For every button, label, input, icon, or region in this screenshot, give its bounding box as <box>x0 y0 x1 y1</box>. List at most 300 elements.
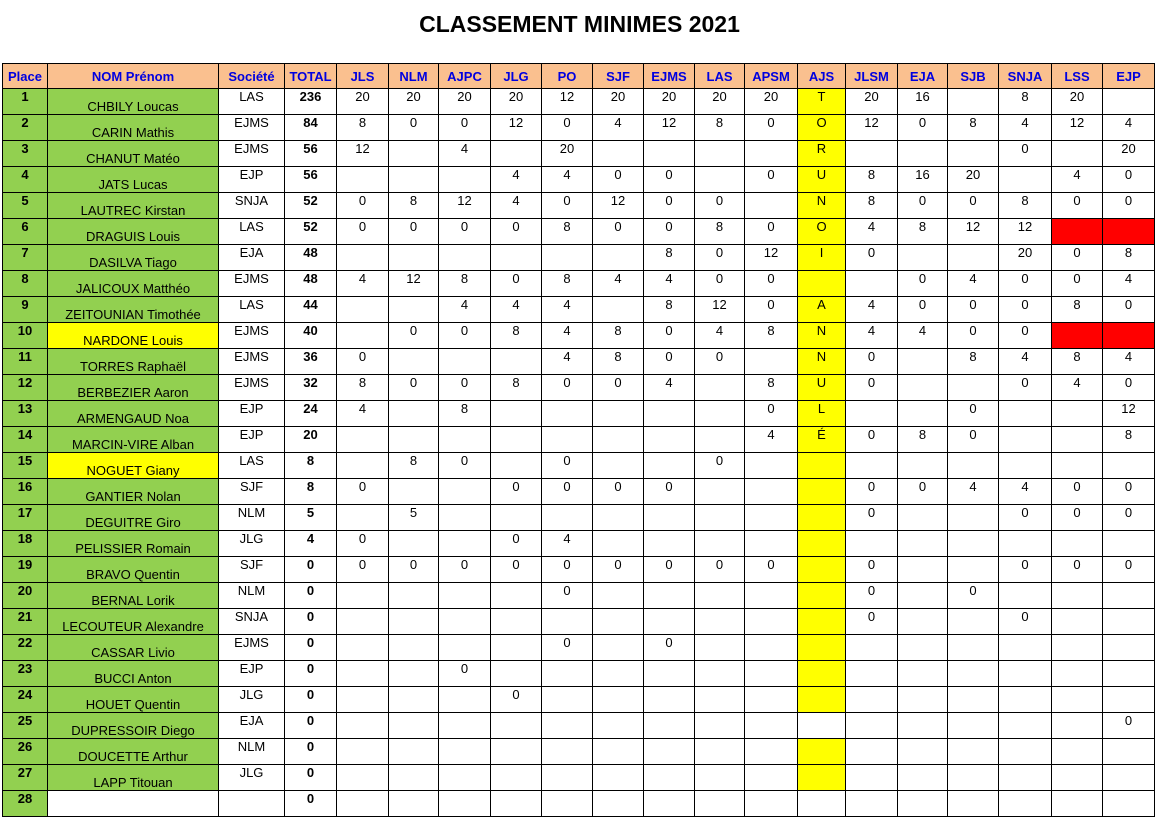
header-event: SJF <box>593 64 644 89</box>
score-cell <box>1103 531 1155 557</box>
score-cell <box>644 739 695 765</box>
total-cell: 0 <box>285 687 337 713</box>
score-cell: 0 <box>644 167 695 193</box>
score-cell <box>745 531 798 557</box>
score-cell: 0 <box>999 557 1052 583</box>
score-cell: 0 <box>542 453 593 479</box>
score-cell <box>337 583 389 609</box>
score-cell: 8 <box>491 375 542 401</box>
score-cell: 12 <box>846 115 898 141</box>
name-cell <box>48 791 219 817</box>
score-cell: 4 <box>439 141 491 167</box>
score-cell: 0 <box>439 661 491 687</box>
score-cell <box>898 583 948 609</box>
score-cell: 8 <box>542 219 593 245</box>
header-event: APSM <box>745 64 798 89</box>
score-cell: 12 <box>745 245 798 271</box>
score-cell <box>1052 791 1103 817</box>
score-cell: 12 <box>695 297 745 323</box>
name-cell: JALICOUX Matthéo <box>48 271 219 297</box>
score-cell: 0 <box>999 375 1052 401</box>
score-cell <box>1052 531 1103 557</box>
total-cell: 24 <box>285 401 337 427</box>
score-cell: 0 <box>948 427 999 453</box>
total-cell: 48 <box>285 271 337 297</box>
name-cell: GANTIER Nolan <box>48 479 219 505</box>
score-cell <box>898 245 948 271</box>
place-cell: 25 <box>3 713 48 739</box>
score-cell <box>593 245 644 271</box>
score-cell <box>542 739 593 765</box>
score-cell: 0 <box>389 219 439 245</box>
score-cell: 8 <box>1103 245 1155 271</box>
total-cell: 0 <box>285 765 337 791</box>
score-cell: 8 <box>695 219 745 245</box>
header-event: EJP <box>1103 64 1155 89</box>
score-cell <box>593 297 644 323</box>
score-cell <box>695 713 745 739</box>
name-cell: CHBILY Loucas <box>48 89 219 115</box>
score-cell <box>593 505 644 531</box>
score-cell <box>1052 609 1103 635</box>
score-cell: 4 <box>948 479 999 505</box>
score-cell: 0 <box>846 349 898 375</box>
standings-table <box>2 63 1155 817</box>
score-cell: 4 <box>1103 349 1155 375</box>
name-cell: DUPRESSOIR Diego <box>48 713 219 739</box>
score-cell <box>1103 791 1155 817</box>
score-cell <box>389 609 439 635</box>
score-cell <box>593 739 644 765</box>
name-cell: DOUCETTE Arthur <box>48 739 219 765</box>
score-cell: 0 <box>948 583 999 609</box>
score-cell <box>695 635 745 661</box>
club-cell: EJA <box>219 713 285 739</box>
header-event: SJB <box>948 64 999 89</box>
score-cell: 0 <box>948 297 999 323</box>
score-cell <box>593 609 644 635</box>
score-cell <box>389 427 439 453</box>
score-cell: 0 <box>542 635 593 661</box>
page-title: CLASSEMENT MINIMES 2021 <box>419 11 740 37</box>
score-cell: 0 <box>337 193 389 219</box>
score-cell <box>1052 401 1103 427</box>
total-cell: 20 <box>285 427 337 453</box>
score-cell <box>898 401 948 427</box>
score-cell: 8 <box>898 427 948 453</box>
score-cell <box>695 791 745 817</box>
score-cell: 0 <box>439 375 491 401</box>
score-cell: 0 <box>846 375 898 401</box>
score-cell: 0 <box>491 531 542 557</box>
score-cell: 12 <box>948 219 999 245</box>
name-cell: NOGUET Giany <box>48 453 219 479</box>
score-cell: 0 <box>745 401 798 427</box>
club-cell: EJMS <box>219 349 285 375</box>
score-cell: 0 <box>644 219 695 245</box>
score-cell <box>644 453 695 479</box>
score-cell <box>948 791 999 817</box>
score-cell: 0 <box>389 375 439 401</box>
score-cell: 0 <box>1052 505 1103 531</box>
score-cell: 20 <box>745 89 798 115</box>
score-cell <box>846 401 898 427</box>
score-cell <box>491 635 542 661</box>
score-cell <box>644 661 695 687</box>
score-cell <box>644 583 695 609</box>
header-event: EJA <box>898 64 948 89</box>
score-cell: 4 <box>999 479 1052 505</box>
score-cell <box>491 765 542 791</box>
score-cell <box>337 739 389 765</box>
total-cell: 0 <box>285 635 337 661</box>
score-cell: 0 <box>1103 375 1155 401</box>
score-cell: 20 <box>999 245 1052 271</box>
score-cell: 0 <box>542 557 593 583</box>
name-cell: DRAGUIS Louis <box>48 219 219 245</box>
score-cell <box>1103 739 1155 765</box>
table-row <box>3 427 1155 453</box>
score-cell: 4 <box>999 349 1052 375</box>
score-cell <box>695 505 745 531</box>
score-cell: 8 <box>337 375 389 401</box>
score-cell <box>846 791 898 817</box>
score-cell: 0 <box>491 271 542 297</box>
score-cell <box>999 713 1052 739</box>
table-row <box>3 479 1155 505</box>
header-event: PO <box>542 64 593 89</box>
score-cell <box>1052 141 1103 167</box>
score-cell: 20 <box>695 89 745 115</box>
score-cell <box>695 583 745 609</box>
score-cell <box>491 791 542 817</box>
score-cell: 8 <box>695 115 745 141</box>
score-cell: 12 <box>389 271 439 297</box>
score-cell <box>745 453 798 479</box>
score-cell: 0 <box>695 349 745 375</box>
score-cell: 4 <box>1052 375 1103 401</box>
name-cell: LAPP Titouan <box>48 765 219 791</box>
score-cell: 0 <box>1052 193 1103 219</box>
club-cell: JLG <box>219 687 285 713</box>
ajs-cell <box>798 661 846 687</box>
score-cell: 20 <box>593 89 644 115</box>
score-cell: 0 <box>695 557 745 583</box>
score-cell <box>439 609 491 635</box>
club-cell: JLG <box>219 765 285 791</box>
ajs-cell <box>798 271 846 297</box>
header-event: NLM <box>389 64 439 89</box>
ajs-cell: T <box>798 89 846 115</box>
score-cell: 5 <box>389 505 439 531</box>
name-cell: JATS Lucas <box>48 167 219 193</box>
score-cell: 8 <box>389 193 439 219</box>
name-cell: LAUTREC Kirstan <box>48 193 219 219</box>
score-cell: 8 <box>999 193 1052 219</box>
score-cell: 4 <box>337 271 389 297</box>
place-cell: 14 <box>3 427 48 453</box>
score-cell: 0 <box>1103 193 1155 219</box>
name-cell: BUCCI Anton <box>48 661 219 687</box>
club-cell: NLM <box>219 505 285 531</box>
name-cell: NARDONE Louis <box>48 323 219 349</box>
score-cell <box>389 583 439 609</box>
score-cell: 4 <box>846 219 898 245</box>
name-cell: CASSAR Livio <box>48 635 219 661</box>
score-cell: 0 <box>542 479 593 505</box>
ajs-cell <box>798 505 846 531</box>
score-cell <box>389 713 439 739</box>
score-cell: 8 <box>593 349 644 375</box>
score-cell <box>846 765 898 791</box>
score-cell: 0 <box>337 557 389 583</box>
score-cell <box>542 427 593 453</box>
score-cell <box>948 609 999 635</box>
place-cell: 8 <box>3 271 48 297</box>
score-cell <box>439 245 491 271</box>
score-cell <box>337 505 389 531</box>
score-cell: 0 <box>1103 479 1155 505</box>
score-cell <box>1052 427 1103 453</box>
score-cell <box>846 531 898 557</box>
score-cell: 8 <box>1052 297 1103 323</box>
score-cell: 0 <box>846 479 898 505</box>
score-cell <box>1052 687 1103 713</box>
score-cell <box>644 401 695 427</box>
total-cell: 0 <box>285 739 337 765</box>
table-row <box>3 713 1155 739</box>
score-cell <box>695 531 745 557</box>
score-cell: 4 <box>491 193 542 219</box>
score-cell <box>491 245 542 271</box>
score-cell: 0 <box>898 297 948 323</box>
score-cell <box>898 635 948 661</box>
total-cell: 0 <box>285 713 337 739</box>
score-cell <box>593 453 644 479</box>
score-cell: 0 <box>999 323 1052 349</box>
score-cell <box>389 349 439 375</box>
score-cell <box>745 739 798 765</box>
table-row <box>3 349 1155 375</box>
score-cell <box>1052 713 1103 739</box>
score-cell: 12 <box>593 193 644 219</box>
score-cell <box>389 661 439 687</box>
score-cell <box>593 531 644 557</box>
score-cell: 4 <box>1103 115 1155 141</box>
score-cell <box>1103 609 1155 635</box>
score-cell <box>1103 89 1155 115</box>
score-cell <box>542 791 593 817</box>
ajs-cell <box>798 713 846 739</box>
header-event: AJS <box>798 64 846 89</box>
score-cell: 0 <box>644 349 695 375</box>
score-cell: 16 <box>898 89 948 115</box>
ajs-cell <box>798 791 846 817</box>
score-cell: 0 <box>337 219 389 245</box>
ajs-cell <box>798 453 846 479</box>
score-cell <box>542 505 593 531</box>
score-cell: 20 <box>491 89 542 115</box>
score-cell <box>745 661 798 687</box>
score-cell <box>948 661 999 687</box>
score-cell <box>846 141 898 167</box>
score-cell <box>389 765 439 791</box>
score-cell <box>898 505 948 531</box>
ajs-cell: R <box>798 141 846 167</box>
score-cell <box>846 271 898 297</box>
score-cell: 0 <box>337 479 389 505</box>
score-cell <box>542 661 593 687</box>
score-cell <box>1103 635 1155 661</box>
score-cell <box>439 583 491 609</box>
score-cell: 12 <box>1103 401 1155 427</box>
score-cell <box>337 323 389 349</box>
score-cell: 0 <box>1103 557 1155 583</box>
header-name: NOM Prénom <box>48 64 219 89</box>
score-cell <box>745 713 798 739</box>
club-cell: EJA <box>219 245 285 271</box>
score-cell: 8 <box>439 401 491 427</box>
score-cell: 8 <box>948 115 999 141</box>
score-cell: 0 <box>644 323 695 349</box>
header-event: AJPC <box>439 64 491 89</box>
place-cell: 16 <box>3 479 48 505</box>
ajs-cell: L <box>798 401 846 427</box>
score-cell <box>898 713 948 739</box>
ajs-cell <box>798 687 846 713</box>
score-cell <box>439 791 491 817</box>
score-cell <box>948 453 999 479</box>
score-cell <box>389 297 439 323</box>
score-cell <box>337 453 389 479</box>
score-cell <box>846 687 898 713</box>
header-event: JLG <box>491 64 542 89</box>
score-cell <box>644 713 695 739</box>
name-cell: CARIN Mathis <box>48 115 219 141</box>
total-cell: 0 <box>285 609 337 635</box>
total-cell: 8 <box>285 453 337 479</box>
ajs-cell: U <box>798 167 846 193</box>
score-cell <box>695 375 745 401</box>
score-cell <box>1103 583 1155 609</box>
score-cell: 0 <box>745 219 798 245</box>
club-cell: SJF <box>219 479 285 505</box>
score-cell: 0 <box>695 245 745 271</box>
table-row <box>3 167 1155 193</box>
ajs-cell <box>798 765 846 791</box>
score-cell <box>337 687 389 713</box>
header-total: TOTAL <box>285 64 337 89</box>
score-cell <box>999 531 1052 557</box>
header-event: LSS <box>1052 64 1103 89</box>
score-cell <box>439 531 491 557</box>
score-cell: 0 <box>898 479 948 505</box>
name-cell: DASILVA Tiago <box>48 245 219 271</box>
score-cell: 20 <box>948 167 999 193</box>
score-cell <box>999 739 1052 765</box>
score-cell <box>1052 219 1103 245</box>
score-cell <box>491 427 542 453</box>
place-cell: 3 <box>3 141 48 167</box>
score-cell <box>593 427 644 453</box>
score-cell <box>644 141 695 167</box>
name-cell: BERBEZIER Aaron <box>48 375 219 401</box>
score-cell <box>337 609 389 635</box>
score-cell: 8 <box>846 193 898 219</box>
score-cell: 4 <box>337 401 389 427</box>
score-cell: 0 <box>491 219 542 245</box>
total-cell: 5 <box>285 505 337 531</box>
header-event: LAS <box>695 64 745 89</box>
name-cell: MARCIN-VIRE Alban <box>48 427 219 453</box>
score-cell <box>1052 765 1103 791</box>
place-cell: 1 <box>3 89 48 115</box>
score-cell <box>491 453 542 479</box>
club-cell: EJMS <box>219 375 285 401</box>
name-cell: ZEITOUNIAN Timothée <box>48 297 219 323</box>
table-row <box>3 609 1155 635</box>
score-cell <box>745 635 798 661</box>
score-cell <box>542 245 593 271</box>
score-cell: 0 <box>846 557 898 583</box>
score-cell: 0 <box>491 687 542 713</box>
score-cell: 0 <box>846 583 898 609</box>
score-cell: 0 <box>948 323 999 349</box>
score-cell <box>337 427 389 453</box>
score-cell <box>948 739 999 765</box>
score-cell <box>542 765 593 791</box>
score-cell <box>593 791 644 817</box>
score-cell: 0 <box>644 557 695 583</box>
score-cell: 4 <box>491 297 542 323</box>
name-cell: BRAVO Quentin <box>48 557 219 583</box>
score-cell: 0 <box>542 375 593 401</box>
score-cell <box>1052 739 1103 765</box>
name-cell: DEGUITRE Giro <box>48 505 219 531</box>
score-cell: 0 <box>389 323 439 349</box>
ajs-cell <box>798 479 846 505</box>
score-cell <box>439 765 491 791</box>
score-cell <box>745 141 798 167</box>
score-cell: 0 <box>999 609 1052 635</box>
place-cell: 17 <box>3 505 48 531</box>
score-cell: 20 <box>389 89 439 115</box>
score-cell: 4 <box>644 375 695 401</box>
score-cell: 20 <box>542 141 593 167</box>
score-cell: 0 <box>593 479 644 505</box>
club-cell: SNJA <box>219 609 285 635</box>
score-cell <box>439 479 491 505</box>
score-cell: 4 <box>542 531 593 557</box>
score-cell: 0 <box>1052 479 1103 505</box>
score-cell: 0 <box>846 609 898 635</box>
score-cell: 0 <box>644 479 695 505</box>
score-cell: 0 <box>745 271 798 297</box>
score-cell: 12 <box>999 219 1052 245</box>
table-row <box>3 245 1155 271</box>
name-cell: ARMENGAUD Noa <box>48 401 219 427</box>
score-cell <box>644 427 695 453</box>
header-club: Société <box>219 64 285 89</box>
score-cell: 0 <box>898 115 948 141</box>
ajs-cell: N <box>798 193 846 219</box>
table-row <box>3 271 1155 297</box>
score-cell: 12 <box>542 89 593 115</box>
score-cell <box>491 141 542 167</box>
table-row <box>3 115 1155 141</box>
place-cell: 10 <box>3 323 48 349</box>
score-cell: 0 <box>898 193 948 219</box>
